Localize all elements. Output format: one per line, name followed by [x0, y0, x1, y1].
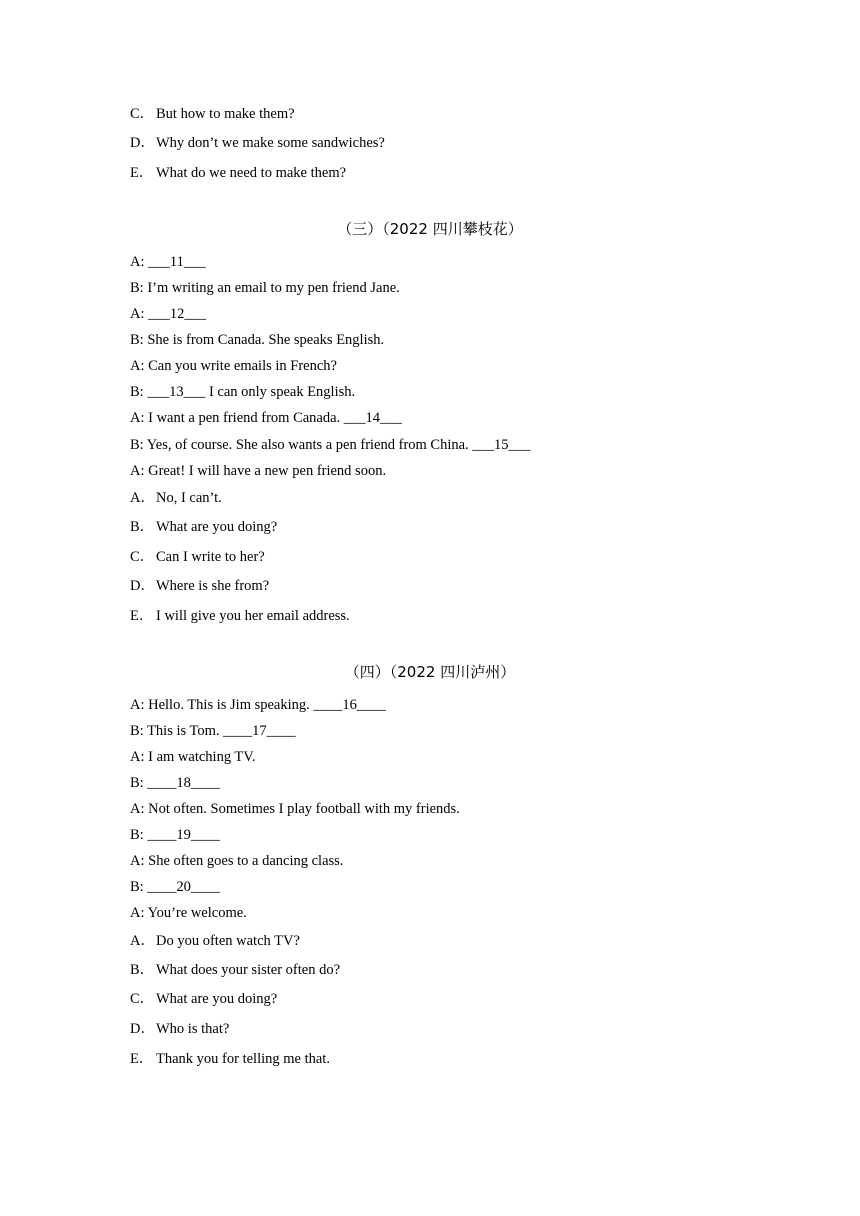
section-heading-3: （三）（2022 四川攀枝花） — [337, 220, 523, 238]
dialogue-line: A: You’re welcome. — [130, 905, 247, 921]
option-a: A．No, I can’t. — [130, 490, 222, 506]
section-heading-4: （四）（2022 四川泸州） — [344, 663, 516, 681]
option-d: D．Why don’t we make some sandwiches? — [130, 135, 385, 151]
option-e: E． Thank you for telling me that. — [130, 1051, 330, 1067]
dialogue-line: B: ___13___ I can only speak English. — [130, 384, 356, 400]
dialogue-line: B: ____20____ — [130, 879, 220, 895]
option-c: C． But how to make them? — [130, 106, 295, 122]
option-c: C． Can I write to her? — [130, 549, 265, 565]
option-c: C． What are you doing? — [130, 991, 278, 1007]
dialogue-line: A: She often goes to a dancing class. — [130, 853, 344, 869]
dialogue-line: A: I want a pen friend from Canada. ___14___ — [130, 410, 402, 426]
option-b: B． What does your sister often do? — [130, 962, 341, 978]
option-d: D．Who is that? — [130, 1021, 230, 1037]
option-e: E． I will give you her email address. — [130, 608, 350, 624]
dialogue-line: A: Great! I will have a new pen friend soon. — [130, 463, 387, 479]
dialogue-line: A: ___12___ — [130, 306, 207, 322]
dialogue-line: B: ____18____ — [130, 775, 220, 791]
dialogue-line: B: She is from Canada. She speaks English. — [130, 332, 385, 348]
dialogue-line: B: Yes, of course. She also wants a pen friend from China. ___15___ — [130, 437, 531, 453]
dialogue-line: B: I’m writing an email to my pen friend Jane. — [130, 280, 400, 296]
option-d: D．Where is she from? — [130, 578, 270, 594]
dialogue-line: A: I am watching TV. — [130, 749, 256, 765]
option-b: B． What are you doing? — [130, 519, 278, 535]
dialogue-line: B: ____19____ — [130, 827, 220, 843]
dialogue-line: A: Not often. Sometimes I play football with my friends. — [130, 801, 460, 817]
dialogue-line: A: Hello. This is Jim speaking. ____16____ — [130, 697, 386, 713]
option-a: A．Do you often watch TV? — [130, 933, 300, 949]
dialogue-line: A: ___11___ — [130, 254, 206, 270]
dialogue-line: A: Can you write emails in French? — [130, 358, 337, 374]
option-e: E． What do we need to make them? — [130, 165, 347, 181]
dialogue-line: B: This is Tom. ____17____ — [130, 723, 296, 739]
